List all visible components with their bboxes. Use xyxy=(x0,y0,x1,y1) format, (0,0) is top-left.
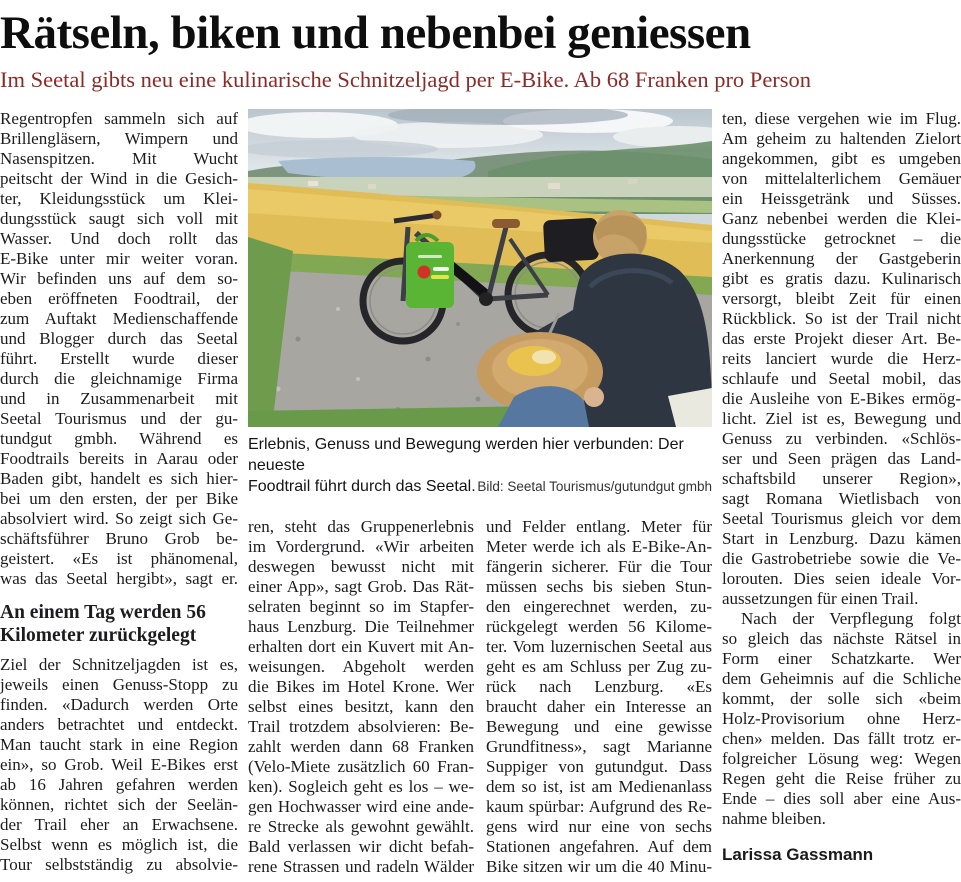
text-line: von mittelalterlichem Gemäuer xyxy=(722,169,961,188)
text-line: Ganz nebenbei werden die Klei- xyxy=(722,209,961,228)
text-line: im Vordergrund. «Wir arbeiten xyxy=(248,537,474,556)
text-line: angekommen, gibt es umgeben xyxy=(722,149,961,168)
text-line: schlaufe und Seetal mobil, das xyxy=(722,369,961,388)
text-line: Wasser. Und doch rollt das xyxy=(0,229,238,248)
text-line: absolviert wird. So zeigt sich Ge- xyxy=(0,509,238,528)
text-line: Am geheim zu haltenden Zielort xyxy=(722,129,961,148)
text-line: und in Zusammenarbeit mit xyxy=(0,389,238,408)
text-line: ter. Vom luzernischen Seetal aus xyxy=(486,637,712,656)
photo-caption xyxy=(248,434,712,497)
text-line: müssen sechs bis sieben Stun- xyxy=(486,577,712,596)
text-line: ten, diese vergehen wie im Flug. xyxy=(722,109,961,128)
text-line: Regentropfen sammeln sich auf xyxy=(0,109,238,128)
author-byline: Larissa Gassmann xyxy=(722,845,874,864)
text-line: die Bikes im Hotel Krone. Wer xyxy=(248,677,474,696)
text-line: gen Hochwasser wird eine ande- xyxy=(248,797,474,816)
text-line: Suppiger von gutundgut. Dass xyxy=(486,757,712,776)
text-line: Meter werde ich als E-Bike-An- xyxy=(486,537,712,556)
text-line: Man taucht stark in eine Region xyxy=(0,735,238,754)
text-line: weisungen. Abgeholt werden xyxy=(248,657,474,676)
text-line: ab 16 Jahren gefahren werden xyxy=(0,775,238,794)
text-line: schaftsbild unserer Region», xyxy=(722,469,961,488)
text-line: Holz-Provisorium ohne Herz- xyxy=(722,709,961,728)
photo-credit: Bild: Seetal Tourismus/gutundgut gmbh xyxy=(477,479,712,494)
text-line: den eingerechnet werden, zu- xyxy=(486,597,712,616)
caption-line-2 xyxy=(248,476,712,497)
paragraph xyxy=(722,609,961,829)
text-line: lorouten. Dies seien ideale Vor- xyxy=(722,569,961,588)
text-line: führt. Erstellt wurde dieser xyxy=(0,349,238,368)
text-line: Bewegung und eine gewisse xyxy=(486,717,712,736)
text-line: dungsstück saugt sich voll mit xyxy=(0,209,238,228)
text-line: zahlt werden dann 68 Franken xyxy=(248,737,474,756)
text-line: Bald verlassen wir dicht befah- xyxy=(248,837,474,856)
text-line: was das Seetal hergibt», sagt er. xyxy=(0,569,238,588)
caption-line-1: Erlebnis, Genuss und Bewegung werden hier verbunden: Der neueste xyxy=(248,436,684,474)
text-line: reits lanciert wurde die Herz- xyxy=(722,349,961,368)
text-line: braucht daher ein Interesse an xyxy=(486,697,712,716)
column-subhead xyxy=(0,601,238,647)
text-line: kaum spürbar: Aufgrund des Re- xyxy=(486,797,712,816)
text-line: erhalten dort ein Kuvert mit An- xyxy=(248,637,474,656)
text-line: Kilometer zurückgelegt xyxy=(0,625,197,646)
text-line: rückgelegt werden 56 Kilome- xyxy=(486,617,712,636)
text-line: fängerin sicherer. Für die Tour xyxy=(486,557,712,576)
text-line: ein», so Grob. Weil E-Bikes erst xyxy=(0,755,238,774)
text-line: tundgut gmbh. Während es xyxy=(0,429,238,448)
article-subheadline: Im Seetal gibts neu eine kulinarische Schnitzeljagd per E-Bike. Ab 68 Franken pro Person xyxy=(0,67,812,92)
text-line: einer App», sagt Grob. Das Rät- xyxy=(248,577,474,596)
article-headline: Rätseln, biken und nebenbei geniessen xyxy=(0,7,751,59)
text-line: das erste Projekt dieser Art. Be- xyxy=(722,329,961,348)
text-line: zum Auftakt Medienschaffende xyxy=(0,309,238,328)
text-line: An einem Tag werden 56 xyxy=(0,602,206,623)
text-line: Tour selbstständig zu absolvie- xyxy=(0,855,238,874)
paragraph xyxy=(722,109,961,609)
paragraph xyxy=(0,655,238,875)
text-line: aussetzungen für einen Trail. xyxy=(722,589,919,608)
photo-illustration xyxy=(248,109,712,427)
text-line: Baden gibt, handelt es sich hier- xyxy=(0,469,238,488)
text-line: die Ausleihe von E-Bikes ermög- xyxy=(722,389,961,408)
column-right xyxy=(722,109,961,829)
text-line: Genuss zu verbinden. «Schlös- xyxy=(722,429,961,448)
text-line: sagt Romana Wietlisbach von xyxy=(722,489,961,508)
column-right-wrap xyxy=(722,109,961,877)
text-line: selbst eines besitzt, kann den xyxy=(248,697,474,716)
text-line: Regen geht die Reise früher zu xyxy=(722,769,961,788)
paragraph xyxy=(486,517,712,877)
text-line: geistert. «Es ist phänomenal, xyxy=(0,549,238,568)
text-line: chen» melden. Das fällt trotz er- xyxy=(722,729,961,748)
text-line: Anerkennung der Gastgeberin xyxy=(722,249,961,268)
column-middle xyxy=(248,109,712,877)
text-line: Grundfitness», sagt Marianne xyxy=(486,737,712,756)
caption-text: Foodtrail führt durch das Seetal. xyxy=(248,478,476,495)
text-line: die Gastrobetriebe sowie die Ve- xyxy=(722,549,961,568)
text-line: dungsstücke getrocknet – die xyxy=(722,229,961,248)
column-middle-b xyxy=(486,517,712,877)
column-middle-a xyxy=(248,517,474,877)
text-line: nahme bleiben. xyxy=(722,809,826,828)
text-line: selraten beginnt so im Stapfer- xyxy=(248,597,474,616)
middle-text-columns xyxy=(248,517,712,877)
text-line: dem Geheimnis auf die Schliche xyxy=(722,669,961,688)
text-line: gens wird nur eine von sechs xyxy=(486,817,712,836)
paragraph xyxy=(0,109,238,589)
text-line: Ziel der Schnitzeljagden ist es, xyxy=(0,655,238,674)
article-photo xyxy=(248,109,712,427)
text-line: rene Strassen und radeln Wälder xyxy=(248,857,474,876)
text-line: Wir befinden uns auf dem so- xyxy=(0,269,238,288)
text-line: Selbst wenn es möglich ist, die xyxy=(0,835,238,854)
text-line: durch die gleichnamige Firma xyxy=(0,369,238,388)
text-line: kommt, der solle sich «beim xyxy=(722,689,961,708)
text-line: eben eröffneten Foodtrail, der xyxy=(0,289,238,308)
text-line: ser und Seen prägen das Land- xyxy=(722,449,961,468)
text-line: schäftsführer Bruno Grob be- xyxy=(0,529,238,548)
text-line: so gleich das nächste Rätsel in xyxy=(722,629,961,648)
text-line: versorgt, bleibt Zeit für einen xyxy=(722,289,961,308)
text-line: peitscht der Wind in die Gesich- xyxy=(0,169,238,188)
text-line: Ende – dies soll aber eine Aus- xyxy=(722,789,961,808)
text-line: licht. Ziel ist es, Bewegung und xyxy=(722,409,961,428)
text-line: anders betrachtet und entdeckt. xyxy=(0,715,238,734)
article-figure xyxy=(248,109,712,497)
text-line: E-Bike unter mir weiter voran. xyxy=(0,249,238,268)
text-line: jeweils einen Genuss-Stopp zu xyxy=(0,675,238,694)
text-line: Trail trotzdem absolvieren: Be- xyxy=(248,717,474,736)
text-line: rück nach Lenzburg. «Es xyxy=(486,677,712,696)
text-line: Nasenspitzen. Mit Wucht xyxy=(0,149,238,168)
text-line: (Velo-Miete zusätzlich 60 Fran- xyxy=(248,757,474,776)
text-line: und Felder entlang. Meter für xyxy=(486,517,712,536)
text-line: und Blogger durch das Seetal xyxy=(0,329,238,348)
text-line: Nach der Verpflegung folgt xyxy=(741,609,961,628)
text-line: Rückblick. So ist der Trail nicht xyxy=(722,309,961,328)
text-line: gibt es gratis dazu. Kulinarisch xyxy=(722,269,961,288)
paragraph xyxy=(248,517,474,877)
text-line: dem so ist, ist am Medienanlass xyxy=(486,777,712,796)
text-line: deswegen bewusst nicht mit xyxy=(248,557,474,576)
text-line: haus Lenzburg. Die Teilnehmer xyxy=(248,617,474,636)
text-line: ren, steht das Gruppenerlebnis xyxy=(248,517,474,536)
text-line: finden. «Dadurch werden Orte xyxy=(0,695,238,714)
text-line: Seetal Tourismus und der gu- xyxy=(0,409,238,428)
text-line: Stationen angefahren. Auf dem xyxy=(486,837,712,856)
text-line: ken). Sogleich geht es los – we- xyxy=(248,777,474,796)
text-line: Form einer Schatzkarte. Wer xyxy=(722,649,961,668)
article-body xyxy=(0,109,961,877)
text-line: Bike sitzen wir um die 40 Minu- xyxy=(486,857,712,876)
text-line: geht es am Schluss per Zug zu- xyxy=(486,657,712,676)
column-left xyxy=(0,109,238,877)
text-line: können, richtet sich der Seelän- xyxy=(0,795,238,814)
text-line: ter, Kleidungsstück um Klei- xyxy=(0,189,238,208)
text-line: Foodtrails bereits in Aarau oder xyxy=(0,449,238,468)
text-line: re Strecke als gewohnt gewählt. xyxy=(248,817,474,836)
text-line: bei um den ersten, der per Bike xyxy=(0,489,238,508)
text-line: Start in Lenzburg. Dazu kämen xyxy=(722,529,961,548)
text-line: der Trail eher an Erwachsene. xyxy=(0,815,238,834)
text-line: ein Heissgetränk und Süsses. xyxy=(722,189,961,208)
text-line: folgreicher Lösung weg: Wegen xyxy=(722,749,961,768)
text-line: Brillengläsern, Wimpern und xyxy=(0,129,238,148)
text-line: Seetal Tourismus gleich vor dem xyxy=(722,509,961,528)
green-tote-bag xyxy=(406,235,454,308)
